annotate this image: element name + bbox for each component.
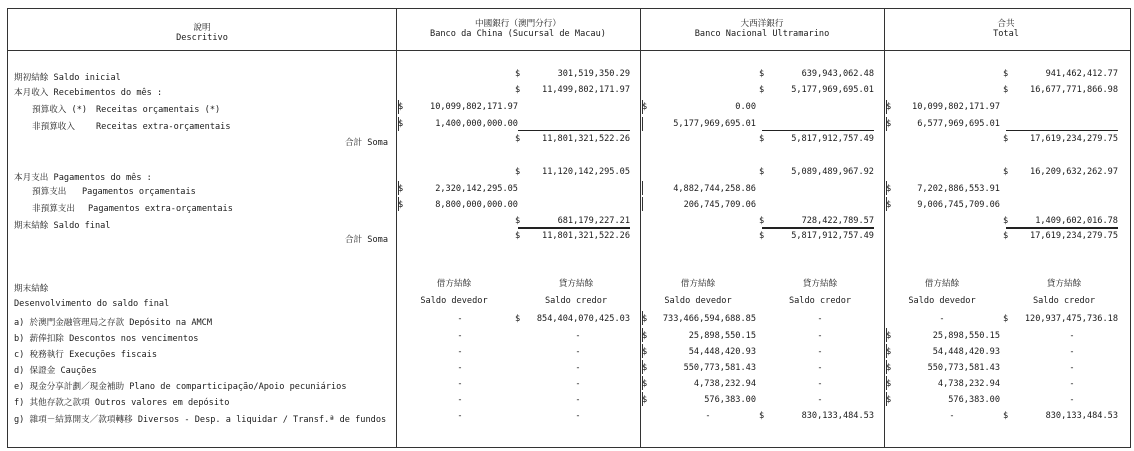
currency-sign: $ — [398, 102, 404, 112]
ledger-mark — [642, 181, 643, 195]
value-bnu-recebimentos: 5,177,969,695.01 — [791, 85, 874, 95]
value-total-pagamentos: 16,209,632,262.97 — [1030, 167, 1118, 177]
value-bc-credor: - — [575, 331, 581, 341]
currency-sign: $ — [886, 119, 892, 129]
currency-sign: $ — [515, 231, 521, 241]
value-bc-pagamentos: 11,120,142,295.05 — [542, 167, 630, 177]
value-total-devedor: 54,448,420.93 — [932, 347, 1000, 357]
bnu-header-pt: Banco Nacional Ultramarino — [694, 29, 830, 39]
column-divider — [640, 9, 641, 447]
value-bnu-credor: - — [817, 314, 823, 324]
value-bnu-receitas-extra: 5,177,969,695.01 — [673, 119, 756, 129]
value-total-devedor: 550,773,581.43 — [927, 363, 1000, 373]
value-bc-recebimentos: 11,499,802,171.97 — [542, 85, 630, 95]
value-bc-devedor: - — [457, 347, 463, 357]
currency-sign: $ — [1003, 314, 1009, 324]
value-total-credor: 830,133,484.53 — [1045, 411, 1118, 421]
breakdown-title-zh: 期末結餘 — [14, 284, 49, 294]
breakdown-item-label: a) 於澳門金融管理局之存款 Depósito na AMCM — [14, 318, 213, 328]
devedor-header-pt: Saldo devedor — [664, 296, 732, 306]
currency-sign: $ — [1003, 134, 1009, 144]
ledger-mark — [642, 117, 643, 131]
row-label-pt: Pagamentos extra-orçamentais — [88, 204, 233, 214]
currency-sign: $ — [886, 379, 892, 389]
header-rule — [8, 50, 1130, 51]
value-total-saldo-final: 1,409,602,016.78 — [1035, 216, 1118, 226]
value-bnu-credor: - — [817, 363, 823, 373]
bnu-header-zh: 大西洋銀行 — [740, 19, 784, 29]
value-bnu-credor: - — [817, 379, 823, 389]
value-total-credor: 120,937,475,736.18 — [1024, 314, 1118, 324]
value-bc-credor: - — [575, 347, 581, 357]
credor-header-pt: Saldo credor — [1032, 296, 1096, 306]
row-label-saldo-final: 期末結餘 Saldo final — [14, 221, 111, 231]
bank-china-header-zh: 中國銀行（澳門分行） — [475, 19, 561, 29]
value-bnu-pagamentos-orcamentais: 4,882,744,258.86 — [673, 184, 756, 194]
value-total-receitas-extra: 6,577,969,695.01 — [917, 119, 1000, 129]
currency-sign: $ — [886, 331, 892, 341]
currency-sign: $ — [515, 216, 521, 226]
value-bnu-saldo-inicial: 639,943,062.48 — [801, 69, 874, 79]
value-total-soma: 17,619,234,279.75 — [1030, 134, 1118, 144]
breakdown-item-label: c) 稅務執行 Execuções fiscais — [14, 350, 158, 360]
value-bc-pagamentos-orcamentais: 2,320,142,295.05 — [435, 184, 518, 194]
currency-sign: $ — [886, 347, 892, 357]
value-bnu-devedor: 54,448,420.93 — [688, 347, 756, 357]
currency-sign: $ — [886, 184, 892, 194]
value-bc-soma: 11,801,321,522.26 — [542, 134, 630, 144]
treasury-balance-sheet — [7, 8, 1131, 448]
currency-sign: $ — [759, 231, 765, 241]
credor-header-zh: 貸方結餘 — [1046, 279, 1082, 289]
currency-sign: $ — [515, 85, 521, 95]
currency-sign: $ — [398, 200, 404, 210]
credor-header-pt: Saldo credor — [788, 296, 852, 306]
currency-sign: $ — [886, 102, 892, 112]
value-total-devedor: 25,898,550.15 — [932, 331, 1000, 341]
currency-sign: $ — [642, 347, 648, 357]
value-bc-credor: 854,404,070,425.03 — [536, 314, 630, 324]
row-label-pt: Receitas orçamentais (*) — [96, 105, 221, 115]
value-bc-receitas-orcamentais: 10,099,802,171.97 — [430, 102, 518, 112]
row-label-pt: Receitas extra-orçamentais — [96, 122, 231, 132]
value-total-devedor: - — [949, 411, 955, 421]
row-label-pagamentos: 本月支出 Pagamentos do mês : — [14, 173, 152, 183]
value-total-devedor: 4,738,232.94 — [937, 379, 1000, 389]
currency-sign: $ — [886, 395, 892, 405]
row-label-zh: 預算收入 (*) — [32, 105, 88, 115]
value-bnu-devedor: 4,738,232.94 — [693, 379, 756, 389]
value-bc-credor: - — [575, 395, 581, 405]
value-total-receitas-orcamentais: 10,099,802,171.97 — [912, 102, 1000, 112]
row-label-recebimentos: 本月收入 Recebimentos do mês : — [14, 88, 163, 98]
sum-rule — [518, 227, 630, 229]
value-bnu-pagamentos-extra: 206,745,709.06 — [683, 200, 756, 210]
value-total-credor: - — [1069, 379, 1075, 389]
value-bc-credor: - — [575, 363, 581, 373]
value-bnu-devedor: - — [705, 411, 711, 421]
devedor-header-zh: 借方結餘 — [924, 279, 960, 289]
currency-sign: $ — [759, 69, 765, 79]
total-header-zh: 合共 — [997, 19, 1015, 29]
currency-sign: $ — [398, 119, 404, 129]
column-divider — [396, 9, 397, 447]
currency-sign: $ — [642, 379, 648, 389]
value-bnu-saldo-final: 728,422,789.57 — [801, 216, 874, 226]
value-total-soma: 17,619,234,279.75 — [1030, 231, 1118, 241]
value-bnu-credor: - — [817, 395, 823, 405]
value-bnu-credor: - — [817, 347, 823, 357]
currency-sign: $ — [759, 411, 765, 421]
currency-sign: $ — [886, 200, 892, 210]
currency-sign: $ — [398, 184, 404, 194]
currency-sign: $ — [759, 134, 765, 144]
value-total-pagamentos-extra: 9,006,745,709.06 — [917, 200, 1000, 210]
credor-header-pt: Saldo credor — [544, 296, 608, 306]
currency-sign: $ — [759, 216, 765, 226]
value-total-recebimentos: 16,677,771,866.98 — [1030, 85, 1118, 95]
currency-sign: $ — [515, 167, 521, 177]
value-bnu-devedor: 576,383.00 — [704, 395, 756, 405]
currency-sign: $ — [642, 314, 648, 324]
value-total-credor: - — [1069, 363, 1075, 373]
value-bc-pagamentos-extra: 8,800,000,000.00 — [435, 200, 518, 210]
value-total-credor: - — [1069, 347, 1075, 357]
value-bc-devedor: - — [457, 314, 463, 324]
value-bc-devedor: - — [457, 395, 463, 405]
devedor-header-pt: Saldo devedor — [908, 296, 976, 306]
row-label-soma: 合計 Soma — [344, 138, 388, 148]
currency-sign: $ — [759, 85, 765, 95]
value-bnu-devedor: 550,773,581.43 — [683, 363, 756, 373]
value-bc-soma: 11,801,321,522.26 — [542, 231, 630, 241]
bank-china-header-pt: Banco da China (Sucursal de Macau) — [430, 29, 606, 39]
currency-sign: $ — [1003, 216, 1009, 226]
devedor-header-zh: 借方結餘 — [680, 279, 716, 289]
sum-rule — [762, 227, 874, 229]
ledger-mark — [642, 197, 643, 211]
sum-rule — [1006, 227, 1118, 229]
currency-sign: $ — [886, 363, 892, 373]
row-label-saldo-inicial: 期初結餘 Saldo inicial — [14, 73, 121, 83]
value-total-credor: - — [1069, 331, 1075, 341]
breakdown-title-pt: Desenvolvimento do saldo final — [14, 299, 170, 309]
devedor-header-zh: 借方結餘 — [436, 279, 472, 289]
currency-sign: $ — [1003, 69, 1009, 79]
currency-sign: $ — [1003, 411, 1009, 421]
value-bc-devedor: - — [457, 411, 463, 421]
currency-sign: $ — [759, 167, 765, 177]
breakdown-item-label: e) 現金分享計劃／現金補助 Plano de comparticipação/Apoio pecuniários — [14, 382, 347, 392]
value-bc-devedor: - — [457, 379, 463, 389]
currency-sign: $ — [515, 134, 521, 144]
value-total-pagamentos-orcamentais: 7,202,886,553.91 — [917, 184, 1000, 194]
total-header-pt: Total — [993, 29, 1019, 39]
value-bc-credor: - — [575, 411, 581, 421]
currency-sign: $ — [642, 363, 648, 373]
currency-sign: $ — [1003, 85, 1009, 95]
currency-sign: $ — [1003, 167, 1009, 177]
value-bc-devedor: - — [457, 363, 463, 373]
value-bc-credor: - — [575, 379, 581, 389]
row-label-zh: 預算支出 — [32, 187, 67, 197]
value-total-devedor: - — [939, 314, 945, 324]
value-bnu-pagamentos: 5,089,489,967.92 — [791, 167, 874, 177]
currency-sign: $ — [515, 314, 521, 324]
column-divider — [884, 9, 885, 447]
row-label-zh: 非預算支出 — [32, 204, 75, 214]
currency-sign: $ — [642, 102, 648, 112]
value-bnu-credor: - — [817, 331, 823, 341]
row-label-soma: 合計 Soma — [344, 235, 388, 245]
breakdown-item-label: d) 保證金 Cauções — [14, 366, 97, 376]
value-bnu-soma: 5,817,912,757.49 — [791, 231, 874, 241]
devedor-header-pt: Saldo devedor — [420, 296, 488, 306]
value-total-devedor: 576,383.00 — [948, 395, 1000, 405]
breakdown-item-label: g) 雜項－結算開支／款項轉移 Diversos - Desp. a liquidar / Transf.ª de fundos — [14, 415, 387, 425]
value-total-saldo-inicial: 941,462,412.77 — [1045, 69, 1118, 79]
breakdown-item-label: f) 其他存款之款項 Outros valores em depósito — [14, 398, 230, 408]
value-bnu-devedor: 733,466,594,688.85 — [662, 314, 756, 324]
value-bnu-devedor: 25,898,550.15 — [688, 331, 756, 341]
value-bnu-soma: 5,817,912,757.49 — [791, 134, 874, 144]
sum-rule — [762, 130, 874, 131]
value-total-credor: - — [1069, 395, 1075, 405]
row-label-zh: 非預算收入 — [32, 122, 75, 132]
currency-sign: $ — [1003, 231, 1009, 241]
descritivo-header-zh: 說明 — [193, 23, 211, 33]
currency-sign: $ — [515, 69, 521, 79]
value-bnu-credor: 830,133,484.53 — [801, 411, 874, 421]
credor-header-zh: 貸方結餘 — [802, 279, 838, 289]
value-bnu-receitas-orcamentais: 0.00 — [735, 102, 756, 112]
value-bc-devedor: - — [457, 331, 463, 341]
breakdown-item-label: b) 薪俸扣除 Descontos nos vencimentos — [14, 334, 199, 344]
value-bc-saldo-final: 681,179,227.21 — [557, 216, 630, 226]
currency-sign: $ — [642, 395, 648, 405]
currency-sign: $ — [642, 331, 648, 341]
sum-rule — [1006, 130, 1118, 131]
descritivo-header-pt: Descritivo — [176, 33, 228, 43]
credor-header-zh: 貸方結餘 — [558, 279, 594, 289]
value-bc-saldo-inicial: 301,519,350.29 — [557, 69, 630, 79]
row-label-pt: Pagamentos orçamentais — [82, 187, 196, 197]
value-bc-receitas-extra: 1,400,000,000.00 — [435, 119, 518, 129]
sum-rule — [518, 130, 630, 131]
